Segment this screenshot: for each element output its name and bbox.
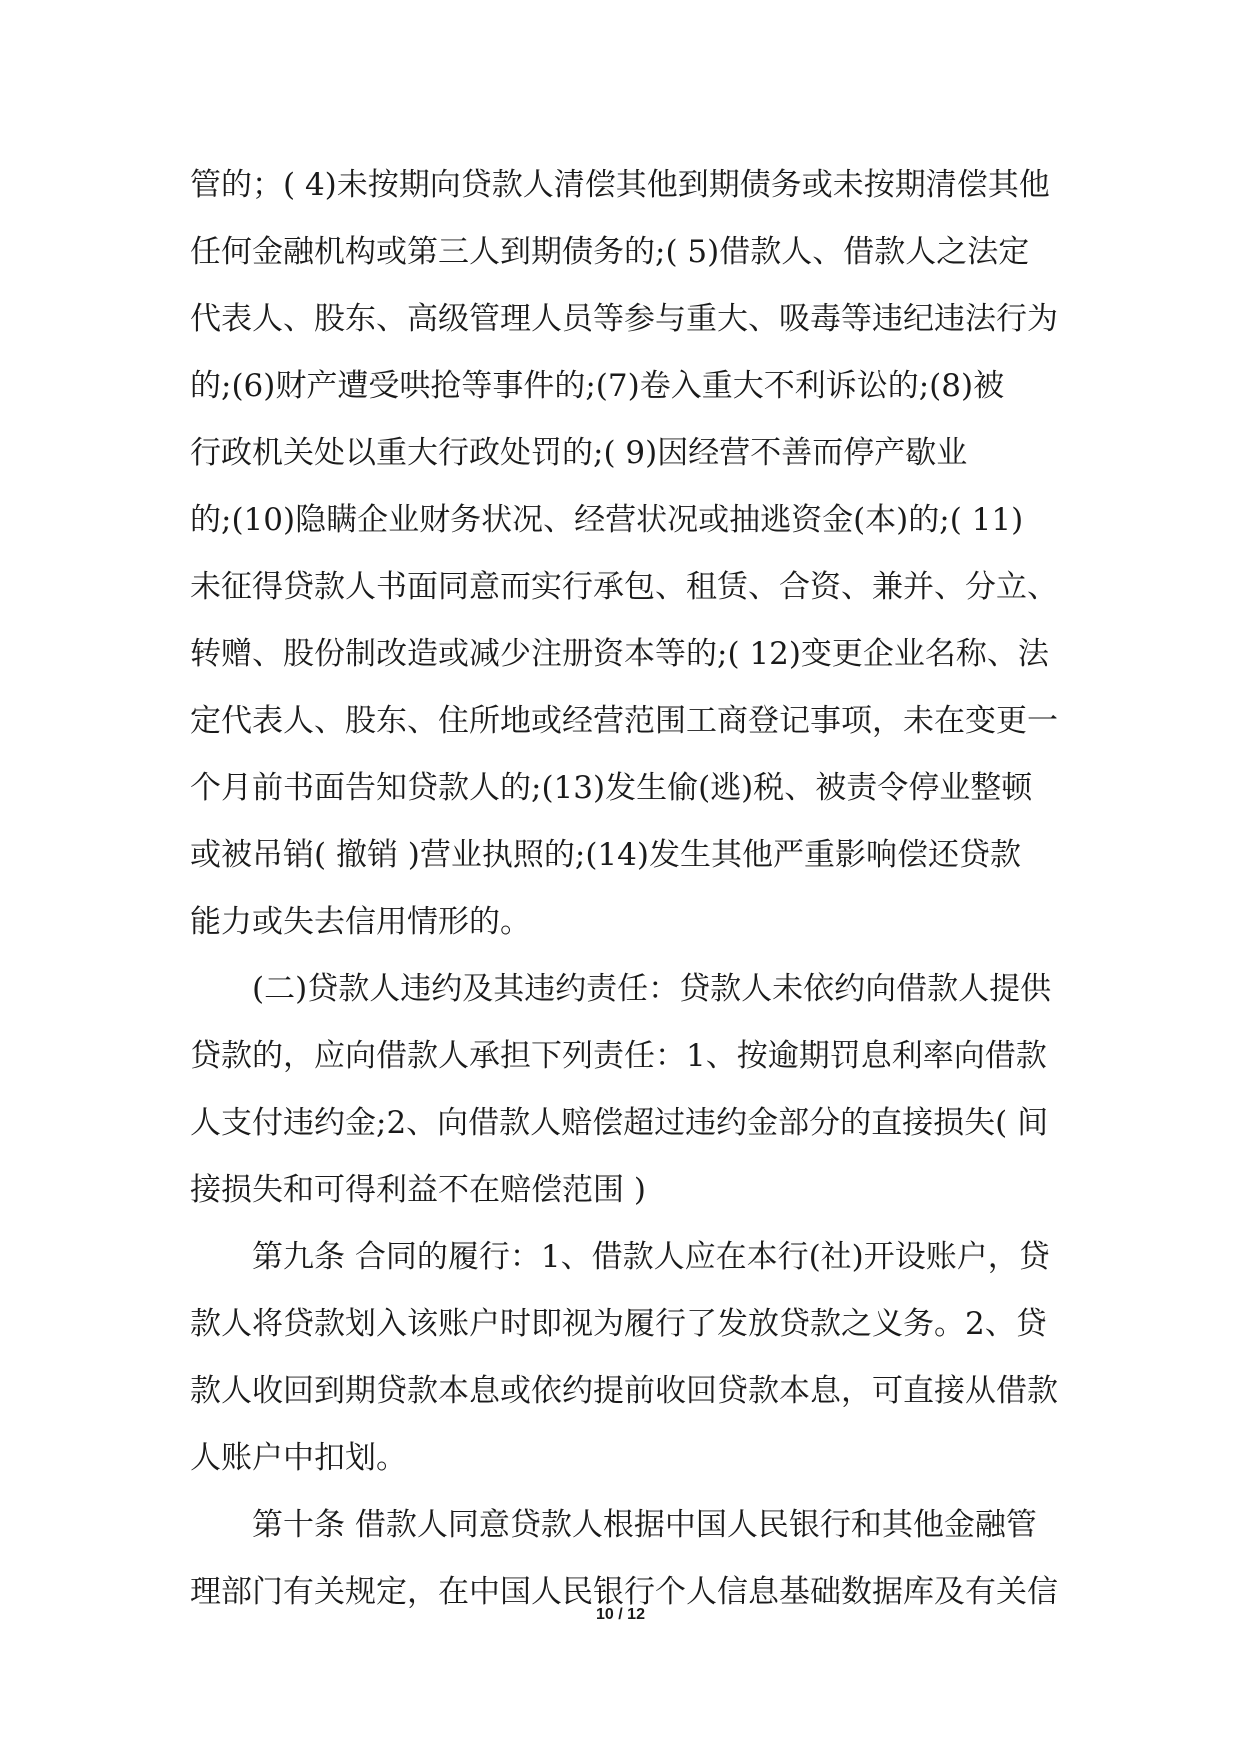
text-line: (二)贷款人违约及其违约责任：贷款人未依约向借款人提供 xyxy=(252,971,1052,1007)
text-line: 人账户中扣划。 xyxy=(190,1440,407,1476)
text-line: 人支付违约金;2、向借款人赔偿超过违约金部分的直接损失( 间 xyxy=(190,1105,1049,1141)
text-line: 代表人、股东、高级管理人员等参与重大、吸毒等违纪违法行为 xyxy=(190,301,1058,337)
text-line: 的;(6)财产遭受哄抢等事件的;(7)卷入重大不利诉讼的;(8)被 xyxy=(190,368,1005,404)
document-body xyxy=(190,152,1060,1626)
text-line: 未征得贷款人书面同意而实行承包、租赁、合资、兼并、分立、 xyxy=(190,569,1058,605)
text-line: 或被吊销( 撤销 )营业执照的;(14)发生其他严重影响偿还贷款 xyxy=(190,837,1021,873)
text-line: 个月前书面告知贷款人的;(13)发生偷(逃)税、被责令停业整顿 xyxy=(190,770,1033,806)
text-line: 贷款的，应向借款人承担下列责任：1、按逾期罚息利率向借款 xyxy=(190,1038,1047,1074)
text-line: 定代表人、股东、住所地或经营范围工商登记事项，未在变更一 xyxy=(190,703,1058,739)
text-line: 款人将贷款划入该账户时即视为履行了发放贷款之义务。2、贷 xyxy=(190,1306,1047,1342)
text-line: 理部门有关规定，在中国人民银行个人信息基础数据库及有关信 xyxy=(190,1574,1058,1610)
text-line: 任何金融机构或第三人到期债务的;( 5)借款人、借款人之法定 xyxy=(190,234,1030,270)
text-line: 能力或失去信用情形的。 xyxy=(190,904,531,940)
text-line: 接损失和可得利益不在赔偿范围 ) xyxy=(190,1172,646,1208)
text-line: 行政机关处以重大行政处罚的;( 9)因经营不善而停产歇业 xyxy=(190,435,968,471)
text-line: 管的；( 4)未按期向贷款人清偿其他到期债务或未按期清偿其他 xyxy=(190,167,1050,203)
page-number: 10 / 12 xyxy=(596,1606,645,1623)
text-line: 第九条 合同的履行：1、借款人应在本行(社)开设账户，贷 xyxy=(252,1239,1050,1275)
text-line: 转赠、股份制改造或减少注册资本等的;( 12)变更企业名称、法 xyxy=(190,636,1049,672)
text-line: 款人收回到期贷款本息或依约提前收回贷款本息，可直接从借款 xyxy=(190,1373,1058,1409)
text-line: 的;(10)隐瞒企业财务状况、经营状况或抽逃资金(本)的;( 11) xyxy=(190,502,1024,538)
text-line: 第十条 借款人同意贷款人根据中国人民银行和其他金融管 xyxy=(252,1507,1037,1543)
